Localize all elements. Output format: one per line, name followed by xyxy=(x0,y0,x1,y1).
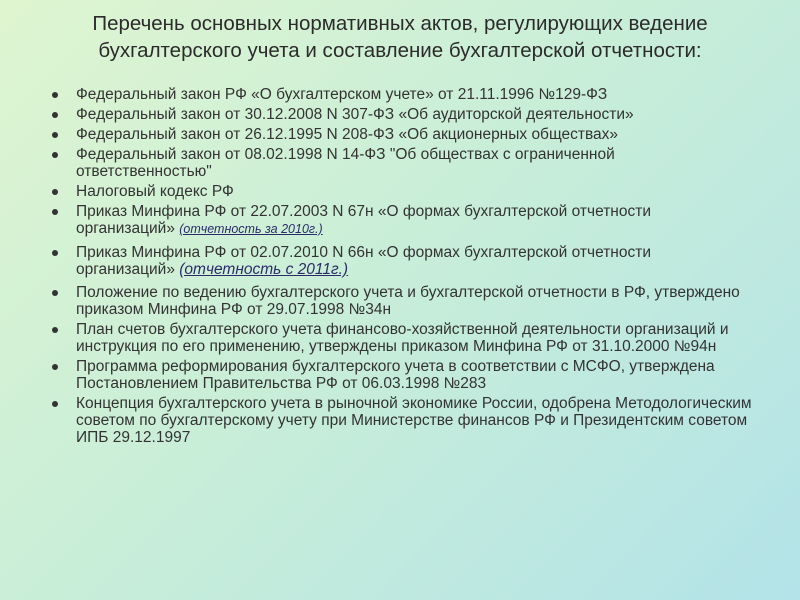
list-item xyxy=(52,126,752,143)
list-item xyxy=(52,358,752,392)
list-item-text: Федеральный закон от 30.12.2008 N 307-ФЗ «Об аудиторской деятельности» xyxy=(76,106,634,123)
list-item-text: Положение по ведению бухгалтерского учета и бухгалтерской отчетности в РФ, утверждено приказом Минфина РФ от 29.07.1998 №34н xyxy=(76,284,740,318)
bullet-icon xyxy=(52,250,58,256)
bullet-icon xyxy=(52,290,58,296)
bullet-icon xyxy=(52,189,58,195)
report-2010-link[interactable]: (отчетность за 2010г.) xyxy=(179,222,323,236)
list-item xyxy=(52,284,752,318)
bullet-icon xyxy=(52,132,58,138)
list-item xyxy=(52,146,752,180)
bullet-icon xyxy=(52,364,58,370)
list-item-text: Федеральный закон РФ «О бухгалтерском учете» от 21.11.1996 №129-ФЗ xyxy=(76,86,608,103)
list-item xyxy=(52,183,752,200)
slide-title: Перечень основных нормативных актов, регулирующих ведение бухгалтерского учета и составление бухгалтерской отчетности: xyxy=(92,12,708,62)
list-item xyxy=(52,395,752,446)
list-item-text: План счетов бухгалтерского учета финансово-хозяйственной деятельности организаций и инструкция по его применению, утверждены приказом Минфина РФ от 31.10.2000 №94н xyxy=(76,321,729,355)
bullet-icon xyxy=(52,92,58,98)
list-item-text: Программа реформирования бухгалтерского учета в соответствии с МСФО, утверждена Постановлением Правительства РФ от 06.03.1998 №283 xyxy=(76,358,715,392)
list-item xyxy=(52,203,752,238)
list-item xyxy=(52,106,752,123)
bullet-icon xyxy=(52,152,58,158)
list-item-text: Федеральный закон от 26.12.1995 N 208-ФЗ «Об акционерных обществах» xyxy=(76,126,619,143)
bullet-icon xyxy=(52,327,58,333)
list-item xyxy=(52,321,752,355)
bullet-icon xyxy=(52,112,58,118)
list-item-text: Федеральный закон от 08.02.1998 N 14-ФЗ "Об обществах с ограниченной ответственностью" xyxy=(76,146,615,180)
list-item-text: Налоговый кодекс РФ xyxy=(76,183,234,200)
list-item-text: Приказ Минфина РФ от 22.07.2003 N 67н «О формах бухгалтерской отчетности организаций» xyxy=(76,203,651,237)
list-item-text: Концепция бухгалтерского учета в рыночной экономике России, одобрена Методологическим советом по бухгалтерскому учету при Министерстве финансов РФ и Президентским советом ИПБ 29.12.1997 xyxy=(76,395,752,446)
regulations-list xyxy=(52,86,752,449)
list-item-text: Приказ Минфина РФ от 02.07.2010 N 66н «О формах бухгалтерской отчетности организаций» xyxy=(76,244,651,278)
list-item xyxy=(52,86,752,103)
list-item xyxy=(52,244,752,278)
bullet-icon xyxy=(52,401,58,407)
bullet-icon xyxy=(52,209,58,215)
report-2011-link[interactable]: (отчетность с 2011г.) xyxy=(179,261,349,278)
